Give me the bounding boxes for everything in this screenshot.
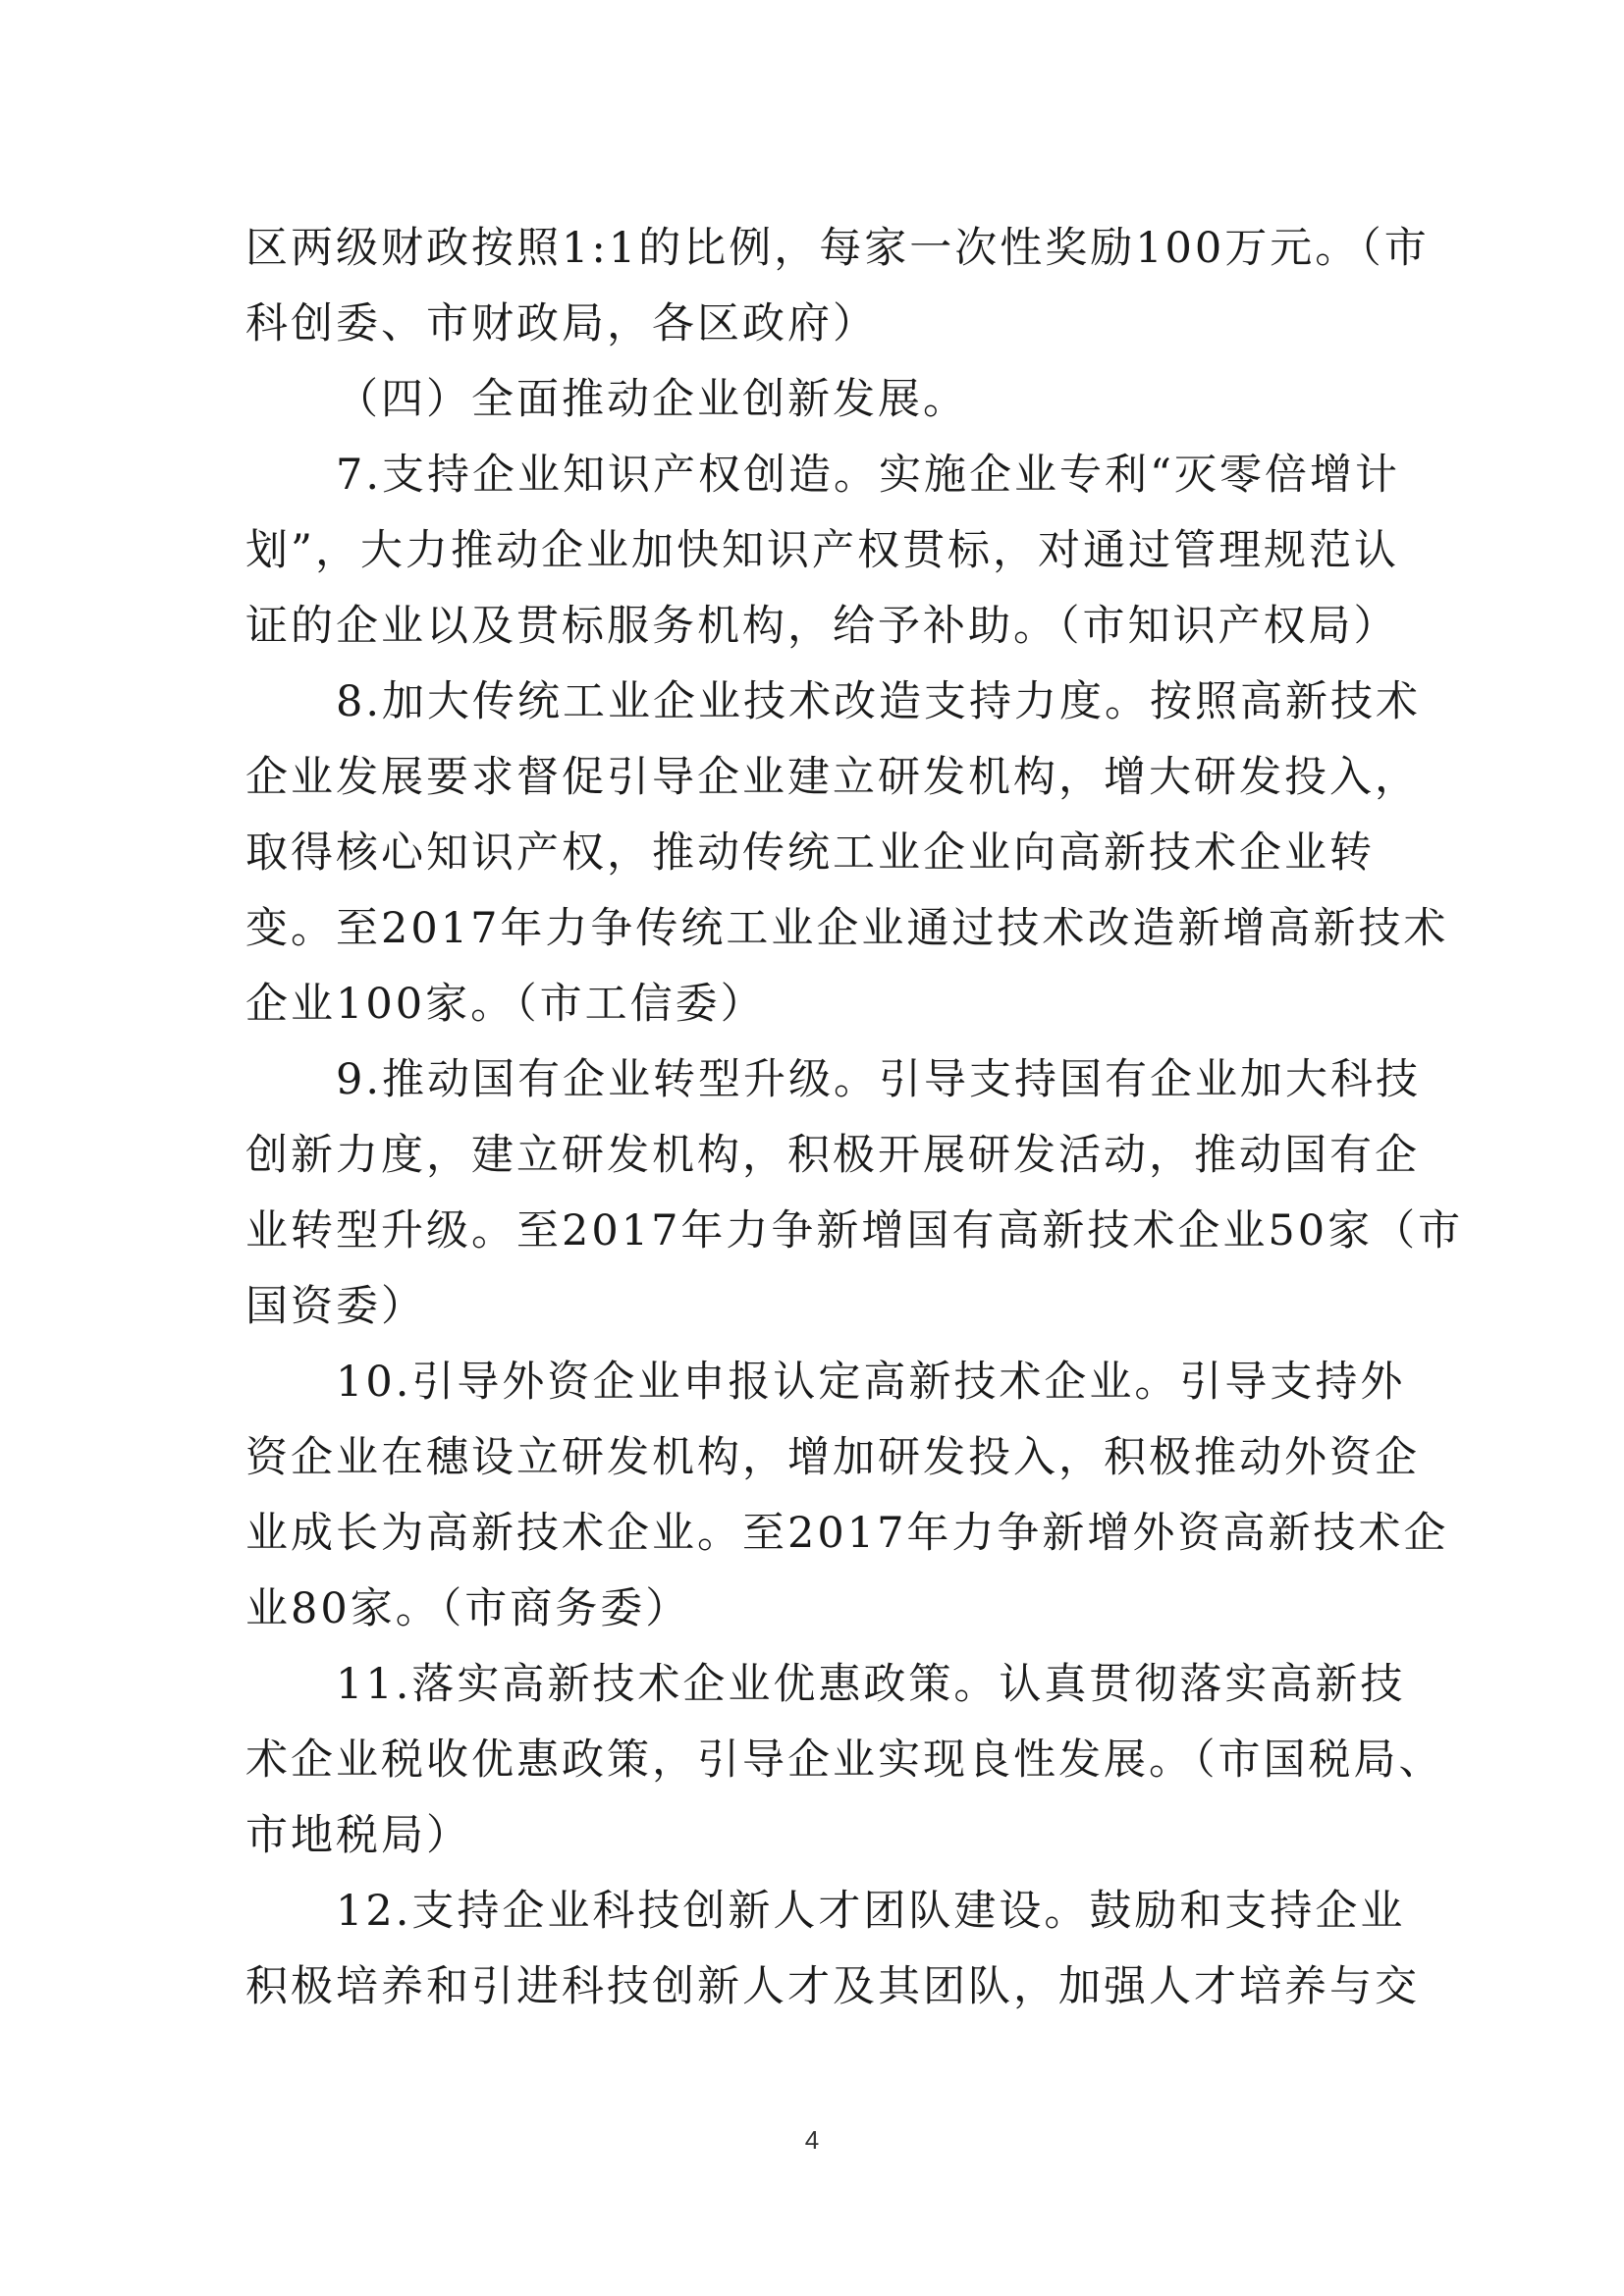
text-line: 区两级财政按照1:1的比例，每家一次性奖励100万元。（市: [245, 224, 1430, 273]
text-line: （四）全面推动企业创新发展。: [336, 375, 968, 424]
text-line: 证的企业以及贯标服务机构，给予补助。（市知识产权局）: [245, 602, 1399, 651]
text-line: 积极培养和引进科技创新人才及其团队，加强人才培养与交: [245, 1962, 1420, 2011]
text-line: 科创委、市财政局，各区政府）: [245, 299, 878, 348]
text-line: 7.支持企业知识产权创造。实施企业专利“灭零倍增计: [336, 451, 1401, 500]
text-line: 9.推动国有企业转型升级。引导支持国有企业加大科技: [336, 1055, 1422, 1104]
text-line: 划”，大力推动企业加快知识产权贯标，对通过管理规范认: [245, 526, 1399, 575]
text-line: 11.落实高新技术企业优惠政策。认真贯彻落实高新技: [336, 1660, 1406, 1709]
text-line: 业转型升级。至2017年力争新增国有高新技术企业50家（市: [245, 1206, 1464, 1255]
text-line: 变。至2017年力争传统工业企业通过技术改造新增高新技术: [245, 904, 1449, 953]
text-line: 10.引导外资企业申报认定高新技术企业。引导支持外: [336, 1358, 1406, 1407]
page-number: 4: [804, 2125, 820, 2155]
text-line: 业80家。（市商务委）: [245, 1584, 691, 1633]
text-line: 国资委）: [245, 1282, 426, 1331]
text-line: 取得核心知识产权，推动传统工业企业向高新技术企业转: [245, 828, 1375, 878]
text-line: 创新力度，建立研发机构，积极开展研发活动，推动国有企: [245, 1131, 1420, 1180]
text-line: 企业100家。（市工信委）: [245, 980, 766, 1029]
text-line: 12.支持企业科技创新人才团队建设。鼓励和支持企业: [336, 1887, 1406, 1936]
text-line: 市地税局）: [245, 1811, 471, 1860]
document-body: [245, 211, 1464, 2025]
text-line: 企业发展要求督促引导企业建立研发机构，增大研发投入，: [245, 753, 1420, 802]
text-line: 资企业在穗设立研发机构，增加研发投入，积极推动外资企: [245, 1433, 1420, 1482]
text-line: 业成长为高新技术企业。至2017年力争新增外资高新技术企: [245, 1509, 1449, 1558]
text-line: 术企业税收优惠政策，引导企业实现良性发展。（市国税局、: [245, 1735, 1444, 1785]
text-line: 8.加大传统工业企业技术改造支持力度。按照高新技术: [336, 677, 1422, 726]
